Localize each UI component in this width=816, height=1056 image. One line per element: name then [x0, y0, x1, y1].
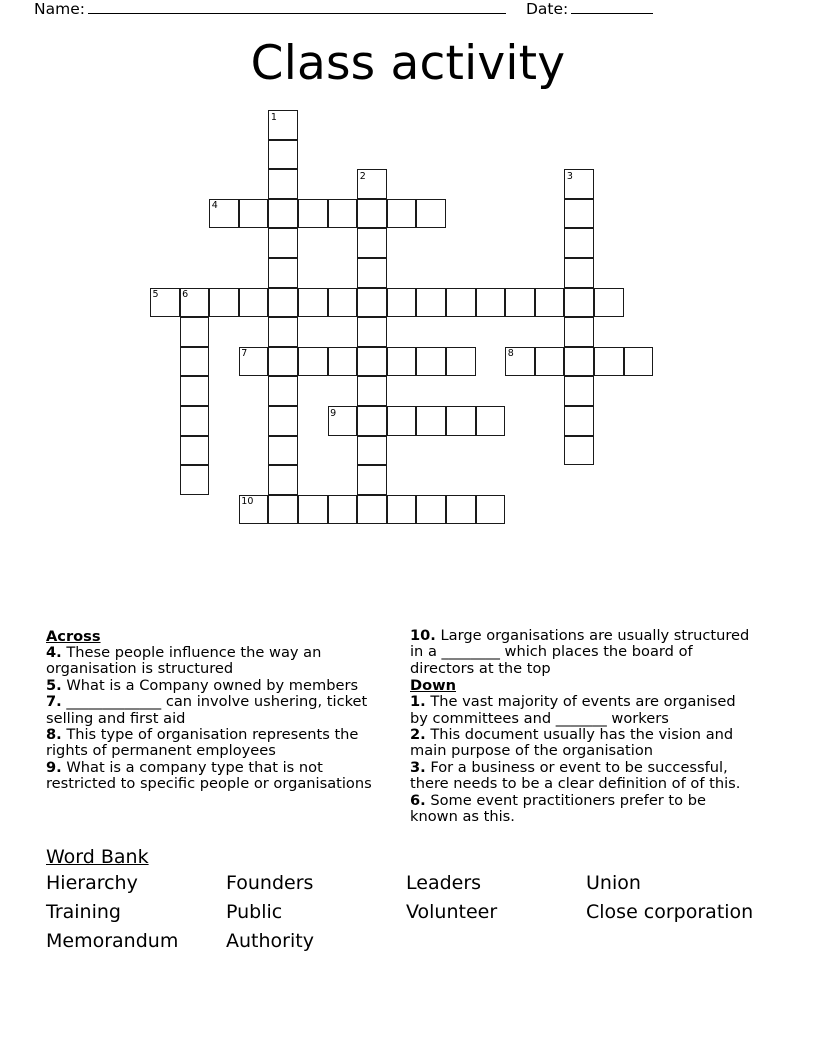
crossword-cell[interactable]: [268, 347, 298, 377]
clue-text: For a business or event to be successful, there needs to be a clear definition of of this.: [410, 758, 741, 793]
crossword-cell[interactable]: [357, 317, 387, 347]
clue-number: 8.: [46, 726, 62, 744]
crossword-cell[interactable]: [180, 347, 210, 377]
crossword-cell[interactable]: [624, 347, 654, 377]
crossword-cell[interactable]: [564, 228, 594, 258]
clue-number: 3.: [410, 758, 426, 776]
word-bank-item: Leaders: [406, 872, 482, 894]
crossword-cell[interactable]: [446, 288, 476, 318]
word-bank-item: Founders: [226, 872, 314, 894]
clue-text: Large organisations are usually structured in a ________ which places the board of directors at the top: [410, 627, 750, 677]
word-bank-item: Volunteer: [406, 901, 498, 923]
crossword-clue-number-1: 1: [270, 111, 277, 123]
word-bank-item: Authority: [226, 930, 314, 952]
clue-number: 10.: [410, 627, 436, 644]
crossword-cell[interactable]: [328, 288, 358, 318]
crossword-cell[interactable]: [328, 199, 358, 229]
crossword-cell[interactable]: [268, 406, 298, 436]
crossword-cell[interactable]: [239, 199, 269, 229]
clue-across-5: [46, 678, 382, 694]
crossword-cell[interactable]: [268, 317, 298, 347]
crossword-cell[interactable]: [357, 228, 387, 258]
crossword-clue-number-8: 8: [507, 348, 514, 360]
crossword-cell[interactable]: [476, 288, 506, 318]
crossword-cell[interactable]: [446, 495, 476, 525]
clue-down-1: [410, 694, 756, 727]
clue-number: 2.: [410, 726, 426, 744]
crossword-cell[interactable]: [239, 288, 269, 318]
crossword-clue-number-3: 3: [566, 170, 573, 182]
crossword-cell[interactable]: [298, 495, 328, 525]
crossword-cell[interactable]: [564, 199, 594, 229]
crossword-cell[interactable]: [180, 317, 210, 347]
crossword-clue-number-6: 6: [182, 289, 189, 301]
word-bank-list: [46, 873, 770, 952]
crossword-cell[interactable]: [387, 406, 417, 436]
crossword-clue-number-7: 7: [241, 348, 248, 360]
crossword-cell[interactable]: [535, 347, 565, 377]
crossword-cell[interactable]: [564, 347, 594, 377]
crossword-cell[interactable]: [268, 228, 298, 258]
clue-number: 6.: [410, 791, 426, 809]
crossword-cell[interactable]: [416, 288, 446, 318]
crossword-clue-number-2: 2: [359, 170, 366, 182]
crossword-cell[interactable]: [594, 347, 624, 377]
crossword-cell[interactable]: [328, 495, 358, 525]
crossword-cell[interactable]: [180, 465, 210, 495]
clue-text: What is a company type that is not restricted to specific people or organisations: [46, 758, 372, 793]
clue-down-2: [410, 727, 756, 760]
crossword-cell[interactable]: [268, 288, 298, 318]
crossword-cell[interactable]: [298, 347, 328, 377]
clue-text: What is a Company owned by members: [66, 676, 359, 694]
crossword-cell[interactable]: [357, 288, 387, 318]
clue-across-7: [46, 694, 382, 727]
clue-number: 4.: [46, 644, 62, 661]
crossword-cell[interactable]: [476, 495, 506, 525]
crossword-cell[interactable]: [416, 495, 446, 525]
clue-down-3: [410, 760, 756, 793]
clue-text: This document usually has the vision and main purpose of the organisation: [410, 726, 734, 760]
word-bank-item: Public: [226, 901, 283, 923]
clue-number: 1.: [410, 693, 426, 711]
crossword-cell[interactable]: [387, 199, 417, 229]
crossword-cell[interactable]: [239, 495, 269, 525]
crossword-cell[interactable]: [298, 288, 328, 318]
crossword-cell[interactable]: [416, 347, 446, 377]
crossword-cell[interactable]: [357, 436, 387, 466]
clue-text: These people influence the way an organisation is structured: [46, 644, 322, 678]
crossword-clue-number-5: 5: [152, 289, 159, 301]
crossword-cell[interactable]: [357, 258, 387, 288]
clue-text: This type of organisation represents the rights of permanent employees: [46, 726, 359, 760]
word-bank-item: Memorandum: [46, 930, 179, 952]
crossword-cell[interactable]: [357, 347, 387, 377]
clue-across-4: [46, 645, 382, 678]
crossword-cell[interactable]: [564, 436, 594, 466]
crossword-cell[interactable]: [239, 347, 269, 377]
crossword-cell[interactable]: [505, 347, 535, 377]
clue-text: _____________ can involve ushering, ticket selling and first aid: [46, 693, 368, 727]
page-title: Class activity: [250, 36, 566, 91]
crossword-cell[interactable]: [416, 199, 446, 229]
word-bank-item: Training: [46, 901, 121, 923]
clues-column-left: [46, 628, 382, 793]
crossword-cell[interactable]: [328, 347, 358, 377]
crossword-cell[interactable]: [268, 199, 298, 229]
crossword-cell[interactable]: [150, 288, 180, 318]
down-heading: Down: [410, 677, 457, 695]
clues-section: [46, 628, 770, 828]
word-bank-section: [46, 845, 770, 952]
clue-number: 5.: [46, 676, 62, 694]
clues-column-right: [410, 628, 756, 825]
crossword-cell[interactable]: [357, 169, 387, 199]
date-label: Date:: [525, 0, 569, 18]
crossword-cell[interactable]: [476, 406, 506, 436]
crossword-clue-number-9: 9: [330, 407, 337, 419]
clue-text: The vast majority of events are organised by committees and _______ workers: [410, 693, 736, 727]
crossword-cell[interactable]: [446, 406, 476, 436]
crossword-cell[interactable]: [180, 376, 210, 406]
word-bank-item: Union: [586, 872, 641, 894]
crossword-cell[interactable]: [416, 406, 446, 436]
crossword-cell[interactable]: [268, 110, 298, 140]
clue-number: 7.: [46, 693, 62, 711]
clue-across-10: [410, 628, 756, 677]
crossword-cell[interactable]: [564, 169, 594, 199]
clue-down-6: [410, 793, 756, 826]
crossword-cell[interactable]: [594, 288, 624, 318]
word-bank-title: Word Bank: [46, 846, 149, 868]
crossword-cell[interactable]: [209, 288, 239, 318]
crossword-cell[interactable]: [268, 376, 298, 406]
crossword-cell[interactable]: [387, 495, 417, 525]
crossword-cell[interactable]: [268, 169, 298, 199]
crossword-cell[interactable]: [387, 347, 417, 377]
name-label: Name:: [34, 0, 85, 18]
crossword-cell[interactable]: [298, 199, 328, 229]
word-bank-item: Close corporation: [586, 901, 754, 923]
crossword-cell[interactable]: [180, 436, 210, 466]
crossword-cell[interactable]: [564, 258, 594, 288]
crossword-clue-number-10: 10: [241, 496, 254, 508]
crossword-cell[interactable]: [268, 140, 298, 170]
clue-across-9: [46, 760, 382, 793]
crossword-cell[interactable]: [357, 199, 387, 229]
crossword-cell[interactable]: [209, 199, 239, 229]
crossword-cell[interactable]: [535, 288, 565, 318]
crossword-cell[interactable]: [268, 495, 298, 525]
crossword-cell[interactable]: [357, 495, 387, 525]
crossword-cell[interactable]: [564, 317, 594, 347]
crossword-cell[interactable]: [446, 347, 476, 377]
crossword-cell[interactable]: [564, 406, 594, 436]
crossword-cell[interactable]: [505, 288, 535, 318]
crossword-cell[interactable]: [564, 376, 594, 406]
crossword-cell[interactable]: [180, 406, 210, 436]
crossword-cell[interactable]: [268, 258, 298, 288]
crossword-cell[interactable]: [357, 465, 387, 495]
crossword-cell[interactable]: [387, 288, 417, 318]
crossword-cell[interactable]: [268, 436, 298, 466]
clue-number: 9.: [46, 758, 62, 776]
crossword-cell[interactable]: [328, 406, 358, 436]
crossword-cell[interactable]: [180, 288, 210, 318]
word-bank-item: Hierarchy: [46, 872, 138, 894]
crossword-clue-number-4: 4: [211, 200, 218, 212]
clue-across-8: [46, 727, 382, 760]
crossword-cell[interactable]: [564, 288, 594, 318]
crossword-cell[interactable]: [268, 465, 298, 495]
across-heading: Across: [46, 628, 101, 645]
crossword-cell[interactable]: [357, 406, 387, 436]
crossword-cell[interactable]: [357, 376, 387, 406]
clue-text: Some event practitioners prefer to be known as this.: [410, 791, 706, 826]
